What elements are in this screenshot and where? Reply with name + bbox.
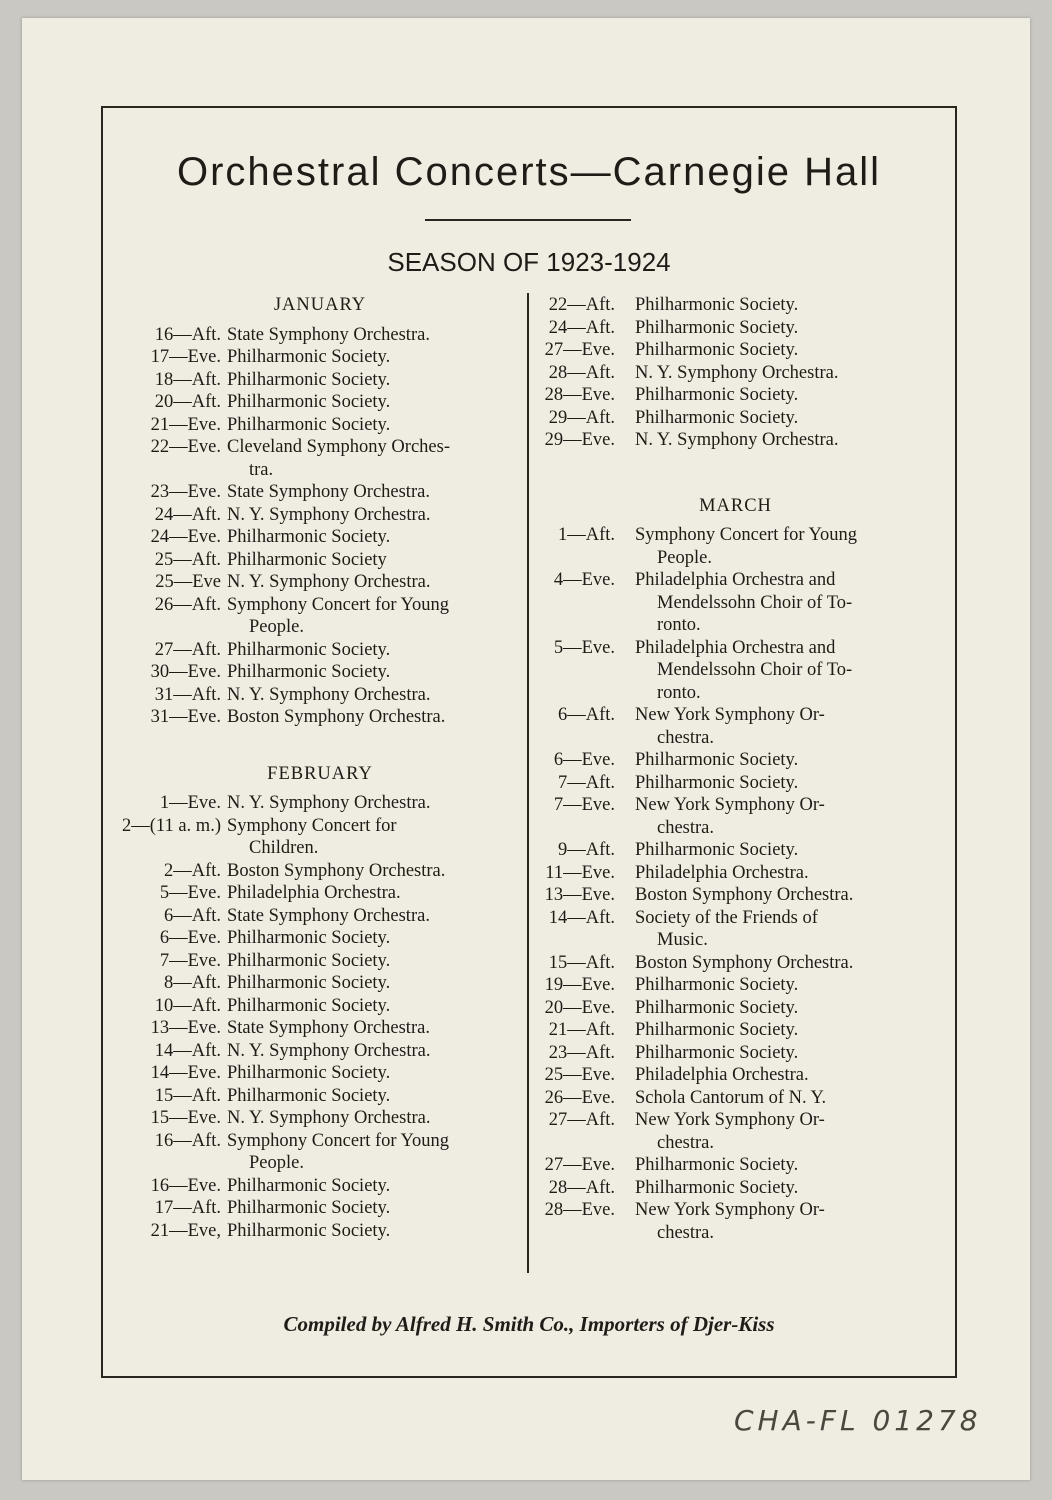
concert-date: 26—Eve. [544,1087,615,1108]
concert-date: 6—Eve. [553,750,615,770]
concert-date: 24—Aft. [154,504,221,525]
concert-event [635,294,938,317]
concert-date: 21—Eve. [150,414,221,435]
event-line: Symphony Concert for [227,815,397,836]
event-line-continued: tra. [249,459,274,480]
concert-event [635,637,938,705]
event-line-continued: Children. [249,838,319,858]
event-line: Philharmonic Society. [635,1155,799,1175]
list-item [533,524,938,569]
concert-event [227,1175,520,1198]
event-line: Philharmonic Society. [227,1063,391,1083]
concert-date: 24—Eve. [150,527,221,547]
concert-date: 14—Aft. [548,907,615,928]
concert-event [227,1220,520,1243]
event-line: N. Y. Symphony Orchestra. [227,504,431,525]
column-divider [527,293,529,1273]
compiled-by-footer: Compiled by Alfred H. Smith Co., Importers of Djer-Kiss [283,1312,775,1336]
list-item [120,927,520,950]
concert-event [227,324,520,347]
list-item [120,481,520,504]
event-line-continued: chestra. [657,1222,715,1243]
concert-event [227,481,520,504]
list-item [120,346,520,369]
event-line: Philadelphia Orchestra and [635,570,836,590]
concert-event [635,524,938,569]
program-sheet [22,18,1030,1480]
list-item [533,1109,938,1154]
february-continued-list [533,294,938,452]
event-line: Philharmonic Society. [635,340,799,360]
concert-date: 25—Aft. [154,549,221,570]
concert-event [635,862,938,885]
list-item [533,952,938,975]
list-item [533,704,938,749]
concert-date: 27—Eve. [544,1155,615,1175]
event-line: Society of the Friends of [635,907,818,928]
list-item [120,1017,520,1040]
concert-event [227,706,520,729]
list-item [120,706,520,729]
event-line: N. Y. Symphony Orchestra. [227,684,431,705]
event-line: Philadelphia Orchestra. [227,883,401,903]
concert-event [635,1109,938,1154]
concert-event [635,1199,938,1244]
list-item [120,905,520,928]
list-item [533,862,938,885]
event-line: Symphony Concert for Young [635,525,858,545]
event-line: Cleveland Symphony Orches- [227,437,450,457]
concert-date: 15—Eve. [150,1108,221,1128]
concert-date: 21—Eve, [150,1220,221,1241]
concert-date: 30—Eve. [150,662,221,682]
concert-event [227,815,520,860]
list-item [120,391,520,414]
list-item [533,974,938,997]
concert-event [635,1154,938,1177]
list-item [120,526,520,549]
concert-date: 31—Eve. [150,707,221,727]
list-item [120,1107,520,1130]
concert-date: 5—Eve. [553,637,615,658]
list-item [533,1087,938,1110]
concert-date: 18—Aft. [154,369,221,390]
event-line: State Symphony Orchestra. [227,1018,430,1038]
concert-event [227,639,520,662]
concert-event [635,569,938,637]
concert-event [635,362,938,385]
event-line: Philharmonic Society. [227,527,391,547]
event-line: New York Symphony Or- [635,1110,825,1130]
event-line: Philharmonic Society. [227,639,391,660]
month-heading-january: JANUARY [273,295,367,315]
list-item [120,549,520,572]
concert-date: 29—Aft. [548,407,615,428]
concert-event [227,391,520,414]
concert-date: 1—Aft. [557,525,615,545]
list-item [120,1085,520,1108]
february-list [120,792,520,1242]
concert-event [227,792,520,815]
list-item [533,317,938,340]
concert-event [635,429,938,452]
concert-event [635,1177,938,1200]
list-item [120,684,520,707]
concert-date: 11—Eve. [545,862,615,883]
concert-event [227,927,520,950]
list-item [533,339,938,362]
event-line-continued: ronto. [657,615,701,635]
event-line: Philharmonic Society. [635,1042,799,1063]
list-item [533,294,938,317]
list-item [533,884,938,907]
event-line: Philharmonic Society. [227,414,391,435]
event-line-continued: chestra. [657,727,715,748]
event-line: Boston Symphony Orchestra. [227,707,446,727]
concert-date: 22—Aft. [548,295,615,315]
concert-event [635,1042,938,1065]
event-line: Philharmonic Society. [635,1020,799,1040]
concert-event [635,407,938,430]
concert-event [227,661,520,684]
list-item [120,571,520,594]
concert-date: 16—Aft. [154,324,221,345]
concert-event [227,684,520,707]
event-line: Philharmonic Society. [635,385,799,405]
january-list [120,324,520,729]
list-item [120,860,520,883]
event-line-continued: Mendelssohn Choir of To- [657,592,853,613]
list-item [120,1220,520,1243]
concert-date: 24—Aft. [548,317,615,338]
event-line: Philharmonic Society. [635,750,799,770]
list-item [533,1199,938,1244]
event-line-continued: People. [657,547,712,568]
concert-event [635,317,938,340]
concert-date: 15—Aft. [548,952,615,973]
event-line-continued: ronto. [657,682,701,703]
concert-date: 23—Eve. [150,482,221,502]
event-line: Philharmonic Society. [635,1177,799,1198]
list-item [533,907,938,952]
concert-date: 6—Aft. [163,905,221,926]
season-heading: SEASON OF 1923-1924 [387,247,671,277]
list-item [533,362,938,385]
concert-event [227,504,520,527]
concert-event [227,1040,520,1063]
concert-event [635,339,938,362]
concert-date: 9—Aft. [557,840,615,860]
event-line: Symphony Concert for Young [227,1130,450,1151]
list-item [120,792,520,815]
list-item [120,436,520,481]
concert-date: 14—Eve. [150,1063,221,1083]
concert-date: 15—Aft. [154,1085,221,1106]
event-line: Boston Symphony Orchestra. [635,885,854,905]
concert-date: 26—Aft. [154,594,221,615]
event-line: Schola Cantorum of N. Y. [635,1087,827,1108]
event-line-continued: Mendelssohn Choir of To- [657,660,853,680]
list-item [533,772,938,795]
concert-event [227,882,520,905]
concert-date: 14—Aft. [154,1040,221,1061]
list-item [120,1175,520,1198]
event-line: New York Symphony Or- [635,795,825,815]
event-line: Philharmonic Society. [227,392,391,412]
march-list [533,524,938,1244]
concert-date: 6—Aft. [557,705,615,725]
event-line: N. Y. Symphony Orchestra. [635,430,839,450]
concert-date: 25—Eve [155,572,221,592]
concert-date: 21—Aft. [548,1020,615,1040]
concert-date: 16—Eve. [150,1175,221,1196]
concert-date: 7—Aft. [557,772,615,793]
concert-date: 10—Aft. [154,995,221,1016]
list-item [533,1154,938,1177]
concert-event [227,1062,520,1085]
concert-event [227,414,520,437]
concert-event [635,974,938,997]
event-line: Philharmonic Society. [635,295,799,315]
left-column [120,294,520,1242]
concert-date: 8—Aft. [163,973,221,993]
concert-date: 2—(11 a. m.) [122,815,221,836]
concert-event [635,749,938,772]
concert-date: 13—Eve. [150,1018,221,1038]
list-item [533,1177,938,1200]
event-line: N. Y. Symphony Orchestra. [227,1108,431,1128]
list-item [533,1042,938,1065]
concert-date: 16—Aft. [154,1130,221,1151]
concert-date: 28—Eve. [544,385,615,405]
event-line: Philharmonic Society [227,549,387,570]
concert-event [227,594,520,639]
event-line: N. Y. Symphony Orchestra. [227,572,431,592]
right-column [533,294,938,1244]
concert-date: 7—Eve. [553,795,615,815]
list-item [533,429,938,452]
list-item [120,950,520,973]
list-item [120,882,520,905]
concert-date: 1—Eve. [159,793,221,813]
concert-date: 27—Eve. [544,340,615,360]
list-item [120,369,520,392]
list-item [533,407,938,430]
border-frame [101,106,957,1378]
concert-event [635,907,938,952]
page-title: Orchestral Concerts—Carnegie Hall [176,150,881,194]
concert-event [227,1107,520,1130]
event-line: Philharmonic Society. [635,317,799,338]
concert-date: 25—Eve. [544,1065,615,1085]
concert-event [635,884,938,907]
event-line: N. Y. Symphony Orchestra. [227,793,431,813]
concert-date: 20—Eve. [544,997,615,1018]
concert-event [227,1197,520,1220]
concert-date: 23—Aft. [548,1042,615,1063]
concert-event [635,952,938,975]
concert-event [227,436,520,481]
event-line: State Symphony Orchestra. [227,905,430,926]
concert-date: 20—Aft. [154,392,221,412]
concert-date: 27—Aft. [548,1110,615,1130]
inventory-mark: CHA-FL 01278 [734,1404,982,1437]
list-item [533,839,938,862]
event-line: Symphony Concert for Young [227,594,450,615]
event-line: Philharmonic Society. [635,840,799,860]
event-line: Philharmonic Society. [227,347,391,367]
list-item [533,749,938,772]
list-item [533,637,938,705]
concert-date: 31—Aft. [154,684,221,705]
event-line: New York Symphony Or- [635,705,825,725]
concert-event [635,772,938,795]
concert-event [227,1017,520,1040]
month-heading-february: FEBRUARY [267,763,373,784]
event-line: Philharmonic Society. [227,1198,391,1218]
list-item [120,324,520,347]
event-line: Philharmonic Society. [227,1220,391,1241]
event-line: Philharmonic Society. [227,369,391,390]
concert-event [227,860,520,883]
concert-date: 22—Eve. [150,437,221,457]
concert-event [227,369,520,392]
event-line: Philharmonic Society. [227,950,391,971]
concert-event [227,1130,520,1175]
concert-date: 28—Aft. [548,1177,615,1198]
concert-event [227,972,520,995]
concert-date: 7—Eve. [159,950,221,971]
list-item [533,569,938,637]
concert-event [227,995,520,1018]
concert-date: 17—Aft. [154,1198,221,1218]
event-line: Philadelphia Orchestra. [635,1065,809,1085]
list-item [120,594,520,639]
concert-date: 28—Eve. [544,1200,615,1220]
concert-date: 5—Eve. [159,883,221,903]
list-item [120,414,520,437]
list-item [533,384,938,407]
event-line: Philharmonic Society. [635,407,799,428]
list-item [120,504,520,527]
concert-date: 29—Eve. [544,430,615,450]
list-item [120,1197,520,1220]
concert-event [635,704,938,749]
event-line: Philharmonic Society. [635,975,799,995]
concert-date: 17—Eve. [150,347,221,367]
concert-date: 2—Aft. [163,860,221,881]
event-line: Philharmonic Society. [227,1175,391,1196]
concert-date: 19—Eve. [544,975,615,995]
list-item [120,1130,520,1175]
concert-event [635,997,938,1020]
event-line: Boston Symphony Orchestra. [635,952,854,973]
event-line: State Symphony Orchestra. [227,324,430,345]
event-line: Philharmonic Society. [227,1085,391,1106]
event-line: Philadelphia Orchestra. [635,862,809,883]
concert-event [227,950,520,973]
event-line: Philharmonic Society. [227,995,391,1016]
event-line-continued: People. [249,617,304,637]
list-item [533,1064,938,1087]
event-line: N. Y. Symphony Orchestra. [635,362,839,383]
event-line-continued: People. [249,1153,304,1173]
list-item [533,794,938,839]
event-line-continued: chestra. [657,1132,715,1153]
list-item [533,1019,938,1042]
concert-date: 6—Eve. [159,928,221,948]
list-item [120,639,520,662]
event-line: Philharmonic Society. [227,973,391,993]
event-line-continued: chestra. [657,817,715,838]
list-item [120,972,520,995]
list-item [120,661,520,684]
event-line: Philharmonic Society. [227,662,391,682]
event-line: Philharmonic Society. [227,928,391,948]
list-item [120,1062,520,1085]
event-line-continued: Music. [657,930,708,950]
event-line: Philadelphia Orchestra and [635,637,836,658]
concert-event [635,839,938,862]
event-line: New York Symphony Or- [635,1200,825,1220]
event-line: Philharmonic Society. [635,997,799,1018]
concert-date: 27—Aft. [154,639,221,660]
concert-event [635,1019,938,1042]
concert-event [635,794,938,839]
event-line: Philharmonic Society. [635,772,799,793]
concert-event [227,526,520,549]
event-line: Boston Symphony Orchestra. [227,860,446,881]
concert-event [227,905,520,928]
concert-date: 4—Eve. [553,570,615,590]
concert-event [635,1087,938,1110]
list-item [533,997,938,1020]
concert-event [227,1085,520,1108]
list-item [120,1040,520,1063]
concert-event [227,346,520,369]
concert-event [635,1064,938,1087]
concert-date: 28—Aft. [548,362,615,383]
event-line: N. Y. Symphony Orchestra. [227,1040,431,1061]
title-rule [425,219,631,221]
list-item [120,815,520,860]
concert-date: 13—Eve. [544,885,615,905]
list-item [120,995,520,1018]
concert-event [227,571,520,594]
concert-event [227,549,520,572]
concert-event [635,384,938,407]
month-heading-march: MARCH [699,495,772,516]
event-line: State Symphony Orchestra. [227,482,430,502]
